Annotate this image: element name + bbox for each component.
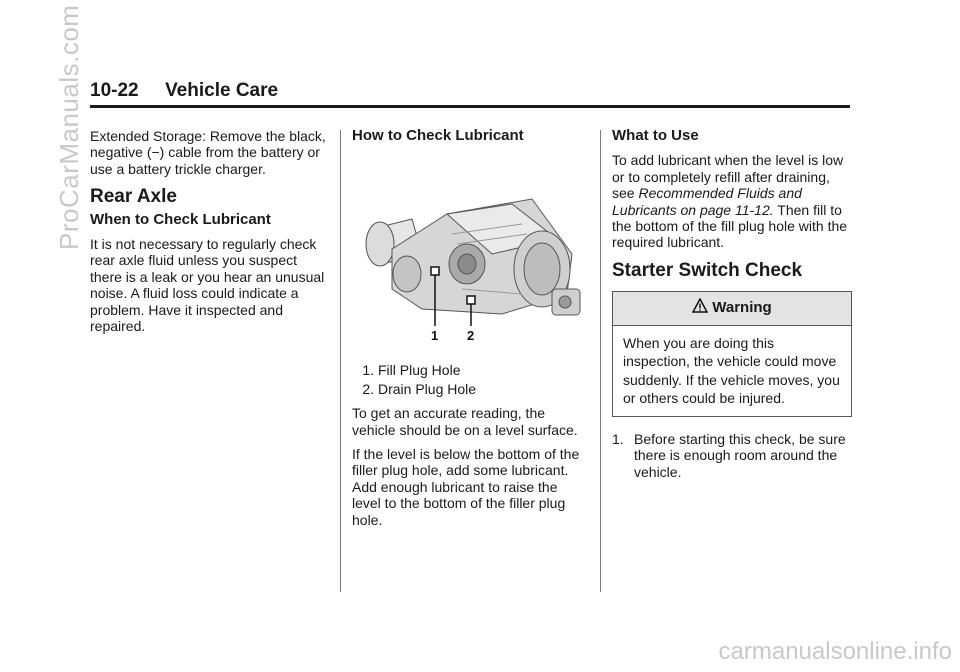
warning-title: Warning xyxy=(712,299,772,317)
warning-box xyxy=(612,291,852,417)
fluids-reference: Recommended Fluids and Lubricants on page 11-12. xyxy=(612,185,802,218)
step-number: 1. xyxy=(612,431,624,448)
page-header xyxy=(90,80,850,102)
when-to-check-text: It is not necessary to regularly check rear axle fluid unless you suspect there is a leak or you hear an unusual noise. A fluid loss could indicate a problem. Have it inspected and repaired. xyxy=(90,236,325,335)
column-3 xyxy=(612,128,852,480)
section-title: Vehicle Care xyxy=(165,80,279,101)
callout-1: 1 xyxy=(431,328,439,344)
add-lubricant-text: If the level is below the bottom of the filler plug hole, add some lubricant. Add enough lubricant to raise the level to the bottom of the filler plug hole. xyxy=(352,446,580,528)
caption-fill-plug: 1. Fill Plug Hole xyxy=(378,362,586,378)
when-to-check-heading: When to Check Lubricant xyxy=(90,210,271,228)
starter-switch-heading: Starter Switch Check xyxy=(612,259,803,281)
header-rule xyxy=(90,105,850,108)
what-to-use-text-start: To add lubricant when the level is low or to completely refill after draining, see xyxy=(612,152,844,202)
what-to-use-text xyxy=(612,152,852,250)
column-2 xyxy=(352,128,586,536)
warning-text: When you are doing this inspection, the vehicle could move suddenly. If the vehicle moves, you or others could be injured. xyxy=(623,334,840,407)
warning-icon xyxy=(692,298,708,318)
step-item xyxy=(612,431,852,480)
rear-axle-figure xyxy=(352,194,582,344)
rear-axle-heading: Rear Axle xyxy=(90,186,177,208)
bottom-watermark: carmanualsonline.info xyxy=(718,638,952,665)
column-divider-1 xyxy=(340,130,341,592)
caption-drain-plug: 2. Drain Plug Hole xyxy=(378,381,586,397)
column-1 xyxy=(90,128,328,342)
what-to-use-text-end: Then fill to the bottom of the fill plug hole with the required lubricant. xyxy=(612,201,848,251)
warning-header xyxy=(613,292,851,325)
callout-2: 2 xyxy=(467,328,475,344)
extended-storage-text: Extended Storage: Remove the black, negative (−) cable from the battery or use a battery trickle charger. xyxy=(90,128,326,177)
how-to-check-heading: How to Check Lubricant xyxy=(352,127,524,144)
page-number: 10-22 xyxy=(90,80,139,101)
figure-captions xyxy=(352,362,586,397)
accurate-reading-text: To get an accurate reading, the vehicle should be on a level surface. xyxy=(352,405,578,438)
column-divider-2 xyxy=(600,130,601,592)
step-text: Before starting this check, be sure there is enough room around the vehicle. xyxy=(634,431,846,480)
side-watermark: ProCarManuals.com xyxy=(54,4,84,250)
what-to-use-heading: What to Use xyxy=(612,127,699,144)
rear-axle-illustration xyxy=(352,194,582,344)
